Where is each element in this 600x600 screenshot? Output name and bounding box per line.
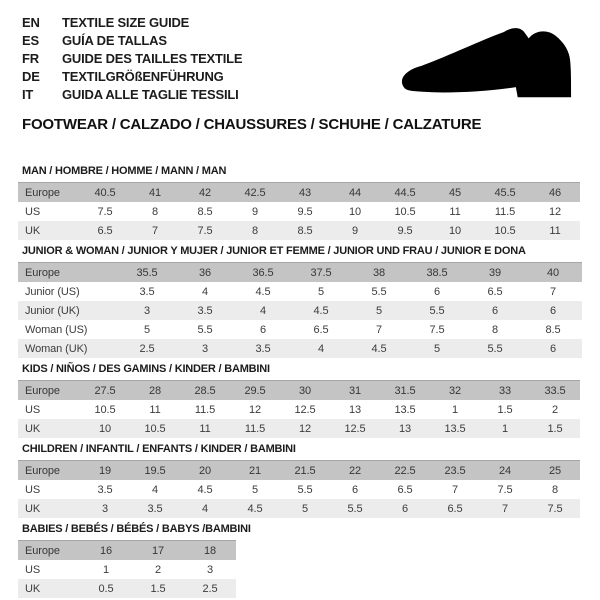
size-table	[18, 262, 582, 358]
language-label: GUIDE DES TAILLES TEXTILE	[62, 51, 243, 66]
size-cell: 12	[248, 403, 262, 416]
language-code: IT	[22, 87, 34, 102]
size-cell: 16	[80, 541, 132, 561]
table-row	[18, 400, 580, 419]
size-table-title: KIDS / NIÑOS / DES GAMINS / KINDER / BAMBINI	[22, 363, 270, 375]
size-cell: 45.5	[480, 183, 530, 203]
size-cell: 8	[491, 323, 499, 336]
row-label: Woman (US)	[25, 323, 88, 336]
size-cell: 37.5	[292, 263, 350, 283]
size-cell: 36	[176, 263, 234, 283]
table-row	[18, 560, 236, 579]
size-cell: 7.5	[530, 499, 580, 518]
size-cell: 4.5	[350, 339, 408, 358]
size-cell: 6	[259, 323, 267, 336]
size-cell: 40.5	[80, 183, 130, 203]
size-cell: 5	[317, 285, 325, 298]
row-label: US	[25, 403, 41, 416]
size-table-title: JUNIOR & WOMAN / JUNIOR Y MUJER / JUNIOR ET FEMME / JUNIOR UND FRAU / JUNIOR E DONA	[22, 245, 526, 257]
size-cell: 8.5	[545, 323, 561, 336]
size-cell: 5	[408, 339, 466, 358]
size-cell: 5	[350, 301, 408, 320]
size-cell: 38.5	[408, 263, 466, 283]
size-cell: 6.5	[487, 285, 503, 298]
size-cell: 7.5	[180, 221, 230, 240]
dress-shoe-icon	[393, 20, 578, 112]
size-cell: 6	[466, 301, 524, 320]
size-table-title: CHILDREN / INFANTIL / ENFANTS / KINDER / BAMBINI	[22, 443, 296, 455]
size-cell: 46	[530, 183, 580, 203]
size-cell: 5.5	[297, 483, 313, 496]
size-cell: 1.5	[530, 419, 580, 438]
size-cell: 20	[180, 461, 230, 481]
size-table-section	[18, 245, 582, 358]
size-cell: 42	[180, 183, 230, 203]
row-label: Europe	[18, 541, 80, 561]
size-cell: 12	[280, 419, 330, 438]
size-cell: 11	[180, 419, 230, 438]
size-cell: 4.5	[255, 285, 271, 298]
size-cell: 17	[132, 541, 184, 561]
size-cell: 25	[530, 461, 580, 481]
size-cell: 10.5	[480, 221, 530, 240]
size-cell: 3.5	[97, 483, 113, 496]
size-table	[18, 460, 580, 518]
size-cell: 3.5	[234, 339, 292, 358]
size-cell: 19	[80, 461, 130, 481]
size-cell: 3	[206, 563, 214, 576]
size-cell: 12	[548, 205, 562, 218]
size-cell: 8	[151, 205, 159, 218]
size-cell: 5.5	[466, 339, 524, 358]
size-cell: 2	[551, 403, 559, 416]
size-table-title: MAN / HOMBRE / HOMME / MANN / MAN	[22, 165, 227, 177]
size-cell: 5.5	[408, 301, 466, 320]
table-header-row	[18, 263, 582, 283]
size-cell: 8	[551, 483, 559, 496]
size-cell: 7	[480, 499, 530, 518]
size-cell: 3.5	[139, 285, 155, 298]
table-row	[18, 480, 580, 499]
size-cell: 8.5	[197, 205, 213, 218]
size-table-section	[18, 443, 582, 518]
size-cell: 1.5	[132, 579, 184, 598]
language-label: TEXTILE SIZE GUIDE	[62, 15, 190, 30]
size-cell: 6	[380, 499, 430, 518]
size-table-section	[18, 165, 582, 240]
size-cell: 32	[430, 381, 480, 401]
size-cell: 9.5	[380, 221, 430, 240]
size-cell: 4.5	[197, 483, 213, 496]
table-row	[18, 282, 582, 301]
size-cell: 7	[451, 483, 459, 496]
size-cell: 45	[430, 183, 480, 203]
row-label: Junior (UK)	[18, 301, 118, 320]
size-cell: 27.5	[80, 381, 130, 401]
size-cell: 4	[151, 483, 159, 496]
size-cell: 30	[280, 381, 330, 401]
size-cell: 43	[280, 183, 330, 203]
size-cell: 4.5	[292, 301, 350, 320]
size-cell: 10	[80, 419, 130, 438]
size-cell: 31.5	[380, 381, 430, 401]
size-cell: 4	[292, 339, 350, 358]
size-cell: 7.5	[429, 323, 445, 336]
size-cell: 4	[201, 285, 209, 298]
size-cell: 0.5	[80, 579, 132, 598]
table-row	[18, 419, 580, 438]
size-cell: 2	[154, 563, 162, 576]
size-cell: 6.5	[430, 499, 480, 518]
row-label: Junior (US)	[25, 285, 80, 298]
size-cell: 7.5	[497, 483, 513, 496]
size-cell: 24	[480, 461, 530, 481]
size-cell: 11	[530, 221, 580, 240]
size-cell: 13	[348, 403, 362, 416]
size-cell: 35.5	[118, 263, 176, 283]
size-cell: 6	[524, 301, 582, 320]
size-cell: 5	[251, 483, 259, 496]
row-label: UK	[18, 221, 80, 240]
size-cell: 39	[466, 263, 524, 283]
size-cell: 44	[330, 183, 380, 203]
size-cell: 6	[351, 483, 359, 496]
size-cell: 28	[130, 381, 180, 401]
size-cell: 6.5	[313, 323, 329, 336]
size-cell: 40	[524, 263, 582, 283]
size-cell: 3	[176, 339, 234, 358]
size-cell: 11.5	[230, 419, 280, 438]
size-cell: 7	[549, 285, 557, 298]
size-cell: 8.5	[280, 221, 330, 240]
size-cell: 7	[130, 221, 180, 240]
size-cell: 1	[451, 403, 459, 416]
table-row	[18, 202, 580, 221]
size-cell: 7.5	[97, 205, 113, 218]
row-label: UK	[18, 419, 80, 438]
language-code: EN	[22, 15, 40, 30]
language-label: GUÍA DE TALLAS	[62, 33, 167, 48]
size-cell: 11	[449, 205, 461, 218]
size-cell: 28.5	[180, 381, 230, 401]
language-label: TEXTILGRÖßENFÜHRUNG	[62, 69, 224, 84]
size-cell: 33.5	[530, 381, 580, 401]
size-cell: 11	[149, 403, 161, 416]
size-cell: 38	[350, 263, 408, 283]
size-cell: 11.5	[194, 403, 216, 416]
size-cell: 21	[230, 461, 280, 481]
size-cell: 19.5	[130, 461, 180, 481]
size-cell: 11.5	[494, 205, 516, 218]
table-row	[18, 579, 236, 598]
size-cell: 22	[330, 461, 380, 481]
size-cell: 3	[80, 499, 130, 518]
size-cell: 13.5	[394, 403, 416, 416]
size-table-section	[18, 523, 582, 598]
size-cell: 7	[375, 323, 383, 336]
size-cell: 3	[118, 301, 176, 320]
size-cell: 10.5	[94, 403, 116, 416]
size-cell: 6	[524, 339, 582, 358]
size-cell: 1.5	[497, 403, 513, 416]
size-cell: 9	[330, 221, 380, 240]
size-cell: 4	[234, 301, 292, 320]
table-header-row	[18, 381, 580, 401]
table-row	[18, 339, 582, 358]
size-cell: 8	[230, 221, 280, 240]
size-cell: 1	[480, 419, 530, 438]
size-cell: 29.5	[230, 381, 280, 401]
row-label: UK	[18, 579, 80, 598]
size-cell: 41	[130, 183, 180, 203]
size-cell: 5.5	[197, 323, 213, 336]
row-label: US	[25, 563, 41, 576]
size-cell: 36.5	[234, 263, 292, 283]
size-cell: 10	[348, 205, 362, 218]
size-table-title: BABIES / BEBÉS / BÉBÉS / BABYS /BAMBINI	[22, 523, 251, 535]
size-cell: 3.5	[176, 301, 234, 320]
size-cell: 1	[102, 563, 110, 576]
size-cell: 10.5	[394, 205, 416, 218]
language-code: DE	[22, 69, 40, 84]
size-cell: 9.5	[297, 205, 313, 218]
size-cell: 3.5	[130, 499, 180, 518]
size-table	[18, 540, 236, 598]
size-cell: 4	[180, 499, 230, 518]
table-header-row	[18, 541, 236, 561]
row-label: Europe	[18, 263, 118, 283]
size-cell: 2.5	[118, 339, 176, 358]
language-code: FR	[22, 51, 39, 66]
size-cell: 6.5	[397, 483, 413, 496]
size-cell: 31	[330, 381, 380, 401]
language-label: GUIDA ALLE TAGLIE TESSILI	[62, 87, 239, 102]
table-row	[18, 499, 580, 518]
size-cell: 33	[480, 381, 530, 401]
size-cell: 5	[143, 323, 151, 336]
row-label: US	[25, 205, 41, 218]
row-label: US	[25, 483, 41, 496]
category-title: FOOTWEAR / CALZADO / CHAUSSURES / SCHUHE / CALZATURE	[22, 116, 482, 133]
size-cell: 5.5	[371, 285, 387, 298]
size-cell: 4.5	[230, 499, 280, 518]
size-table-section	[18, 363, 582, 438]
row-label: Woman (UK)	[18, 339, 118, 358]
size-cell: 12.5	[294, 403, 316, 416]
size-cell: 10	[430, 221, 480, 240]
size-cell: 5	[280, 499, 330, 518]
row-label: Europe	[18, 461, 80, 481]
size-cell: 6.5	[80, 221, 130, 240]
table-header-row	[18, 461, 580, 481]
size-cell: 22.5	[380, 461, 430, 481]
size-cell: 12.5	[330, 419, 380, 438]
table-row	[18, 301, 582, 320]
size-cell: 21.5	[280, 461, 330, 481]
row-label: UK	[18, 499, 80, 518]
size-cell: 13.5	[430, 419, 480, 438]
size-cell: 23.5	[430, 461, 480, 481]
size-cell: 42.5	[230, 183, 280, 203]
size-cell: 10.5	[130, 419, 180, 438]
language-code: ES	[22, 33, 39, 48]
table-header-row	[18, 183, 580, 203]
row-label: Europe	[18, 381, 80, 401]
size-cell: 6	[433, 285, 441, 298]
size-cell: 2.5	[184, 579, 236, 598]
size-cell: 9	[251, 205, 259, 218]
size-cell: 13	[380, 419, 430, 438]
size-cell: 44.5	[380, 183, 430, 203]
size-cell: 18	[184, 541, 236, 561]
size-tables	[18, 165, 582, 598]
size-cell: 5.5	[330, 499, 380, 518]
table-row	[18, 320, 582, 339]
table-row	[18, 221, 580, 240]
size-table	[18, 380, 580, 438]
size-table	[18, 182, 580, 240]
row-label: Europe	[18, 183, 80, 203]
